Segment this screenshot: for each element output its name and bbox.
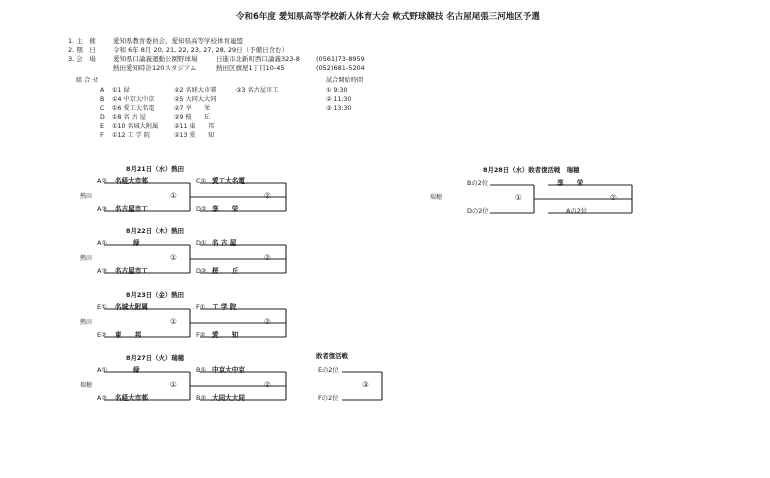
team-slot: Dの2位	[467, 207, 489, 215]
team-name: 享 栄	[557, 179, 584, 187]
match-number: ①	[170, 380, 177, 389]
bracket-date: 8月23日（金）熱田	[126, 291, 185, 299]
start-time: ② 11:30	[326, 96, 352, 103]
start-times-header: 試合開始時間	[326, 77, 364, 84]
venue2: 熱田愛知時計120スタジアム	[113, 64, 197, 72]
match-number: ②	[264, 317, 271, 326]
team-slot: Aの2位	[566, 207, 588, 215]
match-number: ①	[170, 191, 177, 200]
team-seed: A①	[97, 239, 108, 247]
group-entry: ①1 緑	[112, 87, 130, 94]
group-entry: ②9 桜 丘	[174, 114, 211, 121]
group-entry: ②13 愛 知	[174, 132, 215, 139]
team-seed: E②	[97, 331, 107, 339]
group-entry: ①12 工 学 院	[112, 132, 150, 139]
bracket-title: 敗者復活戦	[316, 352, 348, 360]
bracket-venue: 瑞穂	[430, 194, 443, 201]
team-seed: E①	[97, 303, 107, 311]
team-name: 名経大市邨	[115, 394, 148, 402]
bracket-venue: 熱田	[80, 193, 93, 200]
group-entry: ③3 名古屋市工	[236, 87, 279, 94]
team-name: 愛工大名電	[212, 177, 245, 185]
team-seed: A③	[97, 267, 108, 275]
team-seed: A②	[97, 394, 108, 402]
team-name: 名 古 屋	[212, 239, 237, 247]
team-name: 桜 丘	[212, 267, 239, 275]
team-seed: C①	[196, 177, 207, 185]
start-time: ① 9:30	[326, 87, 348, 94]
group-entry: ①8 名 古 屋	[112, 114, 146, 121]
team-slot: Bの2位	[467, 179, 489, 187]
groups-header: 組 合 せ	[76, 77, 99, 84]
match-number: ①	[515, 193, 522, 202]
group-entry: ②11 東 邦	[174, 123, 215, 130]
team-seed: F①	[196, 303, 206, 311]
group-letter: D	[100, 114, 105, 121]
team-name: 緑	[133, 366, 140, 374]
team-name: 名古屋市工	[115, 205, 148, 213]
team-seed: D②	[196, 205, 207, 213]
team-name: 名経大市邨	[115, 177, 148, 185]
venue2-address: 熱田区旗屋1丁目10-45	[216, 64, 285, 72]
team-seed: B②	[196, 394, 207, 402]
team-name: 東 邦	[115, 331, 142, 339]
group-entry: ②5 大同大大同	[174, 96, 217, 103]
team-seed: D①	[196, 239, 207, 247]
team-seed: B①	[196, 366, 207, 374]
group-letter: A	[100, 87, 105, 94]
match-number: ②	[264, 380, 271, 389]
match-number: ②	[264, 191, 271, 200]
group-entry: ①4 中京大中京	[112, 96, 155, 103]
match-number: ③	[362, 380, 369, 389]
start-time: ③ 13:30	[326, 105, 352, 112]
venue1-address: 日進市北新町西口論義323-8	[216, 55, 300, 63]
dates-label: 2. 期 日	[68, 46, 96, 54]
bracket-date: 8月21日（水）熱田	[126, 165, 185, 173]
match-number: ②	[610, 193, 617, 202]
group-entry: ①10 名城大附属	[112, 123, 159, 130]
venue1-tel: (0561)73-8959	[316, 55, 365, 63]
team-name: 愛 知	[212, 331, 239, 339]
bracket-date: 8月22日（木）熱田	[126, 227, 185, 235]
team-slot: Eの2位	[318, 366, 339, 374]
group-letter: B	[100, 96, 105, 103]
team-name: 緑	[133, 239, 140, 247]
group-letter: E	[100, 123, 104, 130]
team-name: 名古屋市工	[115, 267, 148, 275]
venue2-tel: (052)681-5204	[316, 64, 365, 72]
group-entry: ②2 名経大市邨	[174, 87, 217, 94]
team-seed: D②	[196, 267, 207, 275]
dates: 令和 6年 8月 20, 21, 22, 23, 27, 28, 29日（予備日含む）	[113, 46, 289, 54]
team-seed: F②	[196, 331, 206, 339]
bracket-venue: 熱田	[80, 319, 93, 326]
venue1: 愛知県口論義運動公園野球場	[113, 55, 198, 63]
team-slot: Fの2位	[318, 394, 339, 402]
bracket-venue: 熱田	[80, 255, 93, 262]
match-number: ①	[170, 253, 177, 262]
page-title: 令和6年度 愛知県高等学校新人体育大会 軟式野球競技 名古屋尾張三河地区予選	[236, 12, 540, 22]
team-seed: A①	[97, 366, 108, 374]
team-seed: A②	[97, 177, 108, 185]
group-letter: C	[100, 105, 105, 112]
bracket-date: 8月28日（水）敗者復活戦 瑞穂	[483, 166, 580, 174]
group-entry: ①6 愛工大名電	[112, 105, 155, 112]
venue-label: 3. 会 場	[68, 55, 96, 63]
group-entry: ②7 享 栄	[174, 105, 211, 112]
team-name: 大同大大同	[212, 394, 245, 402]
team-name: 享 栄	[212, 205, 239, 213]
match-number: ②	[264, 253, 271, 262]
bracket-date: 8月27日（火）瑞穂	[126, 354, 185, 362]
organizer-label: 1. 主 催	[68, 37, 96, 45]
organizer: 愛知県教育委員会、愛知県高等学校体育連盟	[113, 37, 243, 45]
team-name: 工 学 院	[212, 303, 237, 311]
team-name: 名城大附属	[115, 303, 148, 311]
group-letter: F	[100, 132, 104, 139]
team-name: 中京大中京	[212, 366, 245, 374]
match-number: ①	[170, 317, 177, 326]
bracket-venue: 瑞穂	[80, 382, 93, 389]
team-seed: A③	[97, 205, 108, 213]
